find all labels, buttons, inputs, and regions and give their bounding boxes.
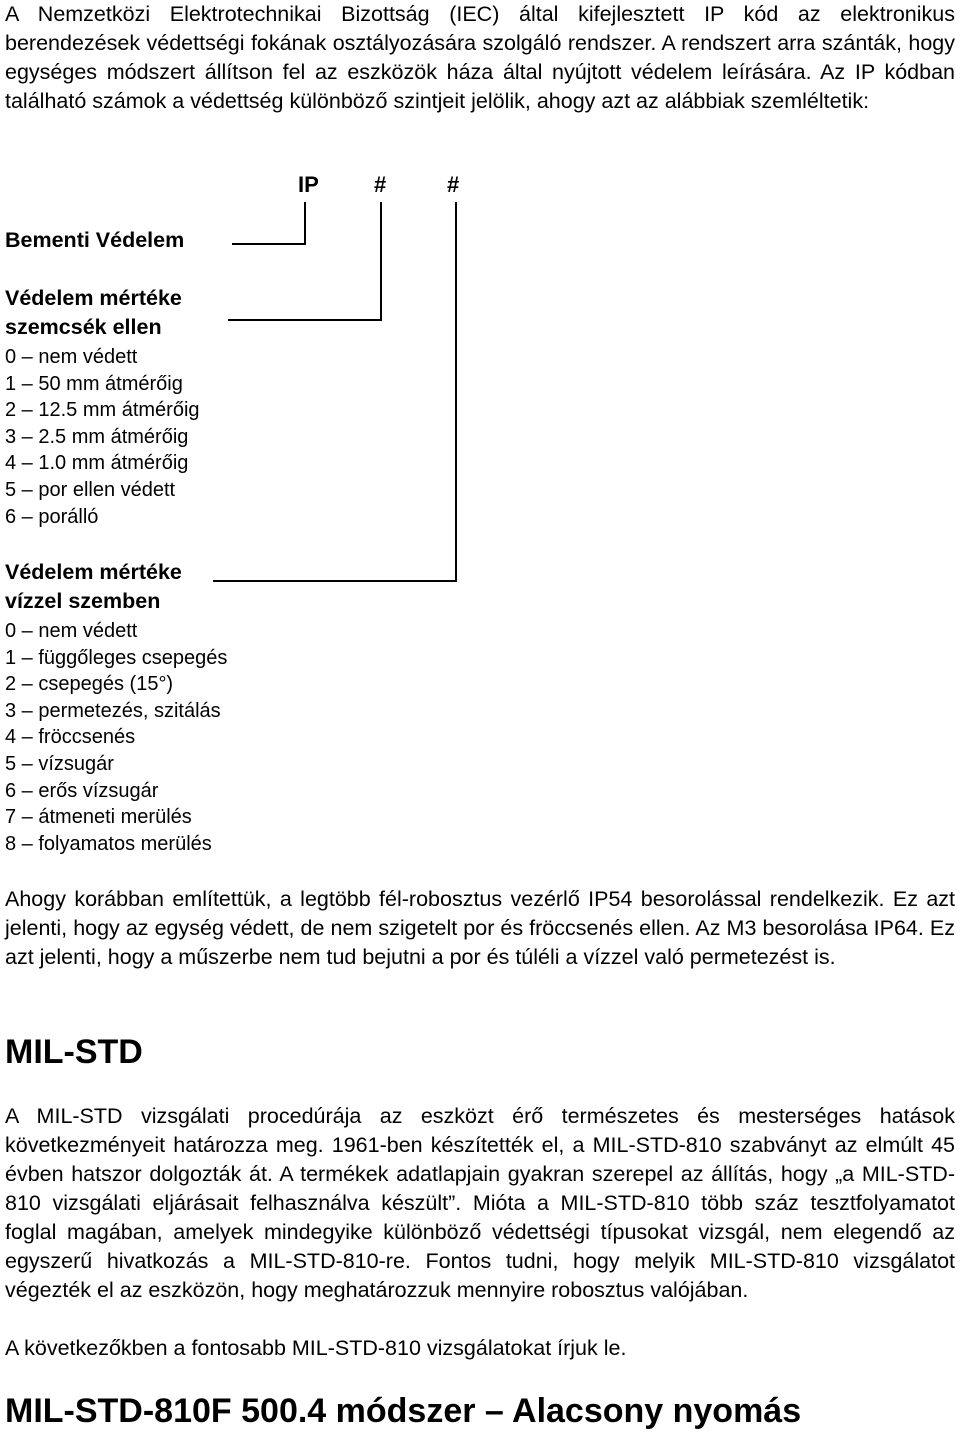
list-item: 1 – függőleges csepegés <box>5 646 228 669</box>
list-item: 4 – fröccsenés <box>5 726 136 749</box>
particles-title-line1: Védelem mértéke <box>5 286 182 310</box>
list-item: 2 – csepegés (15°) <box>5 673 174 696</box>
connector-ip-horizontal <box>232 243 306 245</box>
ip-header: IP <box>298 172 319 197</box>
particles-title-line2: szemcsék ellen <box>5 315 162 339</box>
milstd-heading: MIL-STD <box>5 1033 143 1071</box>
list-item: 5 – vízsugár <box>5 752 114 775</box>
next-line: A következőkben a fontosabb MIL-STD-810 vizsgálatokat írjuk le. <box>5 1336 627 1360</box>
water-title-line1: Védelem mértéke <box>5 560 182 584</box>
list-item: 3 – permetezés, szitálás <box>5 699 221 722</box>
list-item: 0 – nem védett <box>5 346 138 368</box>
water-title-line2: vízzel szemben <box>5 589 161 613</box>
list-item: 6 – porálló <box>5 505 99 528</box>
input-protection-label: Bementi Védelem <box>5 228 185 252</box>
list-item: 0 – nem védett <box>5 620 138 642</box>
list-item: 5 – por ellen védett <box>5 478 176 501</box>
list-item: 4 – 1.0 mm átmérőig <box>5 452 189 475</box>
list-item: 1 – 50 mm átmérőig <box>5 372 183 395</box>
list-item: 6 – erős vízsugár <box>5 779 159 802</box>
water-list <box>5 618 227 857</box>
connector-water-horizontal <box>213 580 457 582</box>
intro-paragraph: A Nemzetközi Elektrotechnikai Bizottság (IEC) által kifejlesztett IP kód az elektronikus berendezések védettségi fokának osztályozására szolgáló rendszer. A rendszert arra szánták, hogy egységes módszert állítson fel az eszközök háza által nyújtott védelem leírására. Az IP kódban található számok a védettség különböző szintjeit jelölik, ahogy azt az alábbiak szemléltetik: <box>5 2 955 113</box>
list-item: 8 – folyamatos merülés <box>5 832 212 855</box>
list-item: 3 – 2.5 mm átmérőig <box>5 425 189 448</box>
method-heading: MIL-STD-810F 500.4 módszer – Alacsony nyomás <box>5 1392 802 1430</box>
hash-second-digit: # <box>447 172 460 197</box>
connector-particles-vertical <box>380 202 382 321</box>
ip-code-diagram <box>0 160 960 860</box>
connector-particles-horizontal <box>228 319 382 321</box>
particles-list <box>5 344 200 530</box>
ip54-paragraph: Ahogy korábban említettük, a legtöbb fél-robosztus vezérlő IP54 besorolással rendelkezik. Ez azt jelenti, hogy az egység védett, de nem szigetelt por és fröccsenés ellen. Az M3 besorolása IP64. Ez azt jelenti, hogy a műszerbe nem tud bejutni a por és túléli a vízzel való permetezést is. <box>5 887 955 969</box>
list-item: 2 – 12.5 mm átmérőig <box>5 399 200 422</box>
connector-water-vertical <box>455 202 457 582</box>
hash-first-digit: # <box>374 172 387 197</box>
connector-ip-vertical <box>304 202 306 245</box>
list-item: 7 – átmeneti merülés <box>5 806 192 829</box>
milstd-paragraph: A MIL-STD vizsgálati procedúrája az eszközt érő természetes és mesterséges hatások következményeit határozza meg. 1961-ben készítették el, a MIL-STD-810 szabványt az elmúlt 45 évben hatszor dolgozták át. A termékek adatlapjain gyakran szerepel az állítás, hogy „a MIL-STD-810 vizsgálati eljárásait felhasználva készült”. Mióta a MIL-STD-810 több száz tesztfolyamatot foglal magában, amelyek mindegyike különböző védettségi típusokat vizsgál, nem elegendő az egyszerű hivatkozás a MIL-STD-810-re. Fontos tudni, hogy melyik MIL-STD-810 vizsgálatot végezték el az eszközön, hogy meghatározzuk mennyire robosztus valójában. <box>5 1104 955 1302</box>
